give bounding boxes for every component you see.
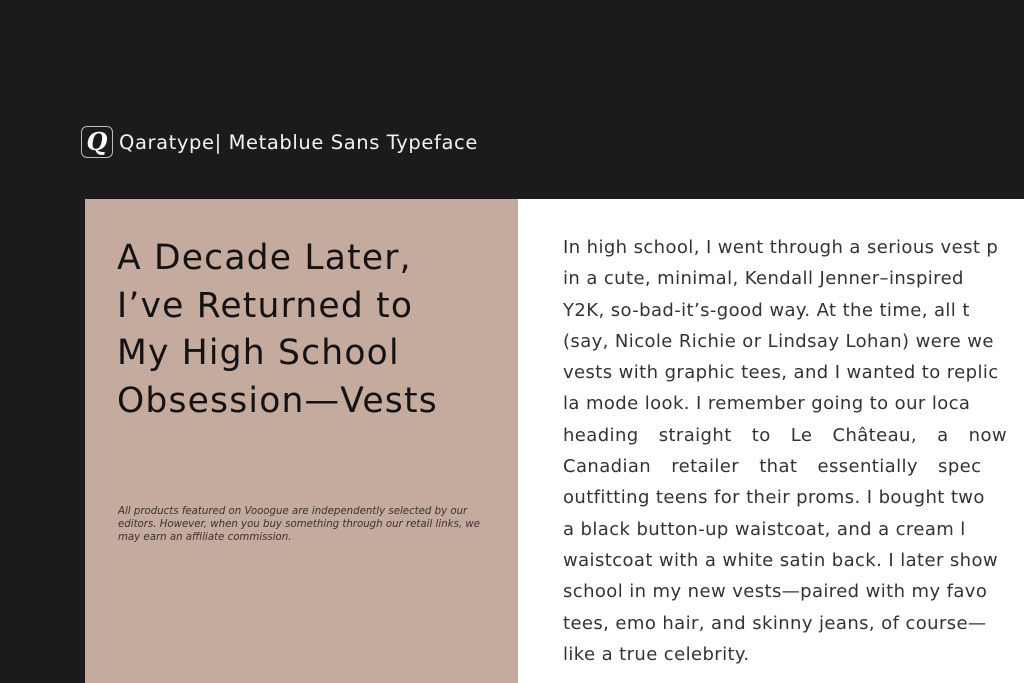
body-line: tees, emo hair, and skinny jeans, of course— — [563, 612, 987, 634]
body-line: waistcoat with a white satin back. I later show — [563, 549, 999, 571]
body-line: a black button-up waistcoat, and a cream l — [563, 518, 966, 540]
body-line: (say, Nicole Richie or Lindsay Lohan) were we — [563, 330, 994, 352]
article-title — [117, 235, 438, 425]
body-line: school in my new vests—paired with my favo — [563, 581, 988, 603]
body-line: Y2K, so-bad-it’s-good way. At the time, all t — [563, 299, 970, 321]
article-body — [563, 232, 1007, 670]
affiliate-disclaimer: All products featured on Vooogue are independently selected by our editors. However, when you buy something through our retail links, we may earn an affiliate commission. — [118, 506, 480, 543]
title-line: My High School — [117, 333, 400, 373]
body-line: like a true celebrity. — [563, 643, 750, 665]
article-body-panel — [518, 199, 1024, 683]
body-line: heading straight to Le Château, a now — [563, 424, 1007, 446]
body-line: in a cute, minimal, Kendall Jenner–inspired — [563, 268, 964, 290]
title-panel — [85, 199, 518, 683]
body-line: In high school, I went through a serious vest p — [563, 237, 999, 258]
brand-header — [81, 126, 478, 158]
brand-title: Qaratype| Metablue Sans Typeface — [119, 130, 478, 154]
body-line: Canadian retailer that essentially spec — [563, 456, 982, 478]
body-line: vests with graphic tees, and I wanted to replic — [563, 362, 999, 384]
title-line: I’ve Returned to — [117, 285, 414, 326]
qaratype-logo-icon: Q — [81, 126, 113, 158]
title-line: Obsession—Vests — [117, 380, 438, 421]
body-line: la mode look. I remember going to our loca — [563, 393, 971, 415]
title-line: A Decade Later, — [117, 238, 412, 278]
body-line: outfitting teens for their proms. I bought two — [563, 487, 985, 509]
